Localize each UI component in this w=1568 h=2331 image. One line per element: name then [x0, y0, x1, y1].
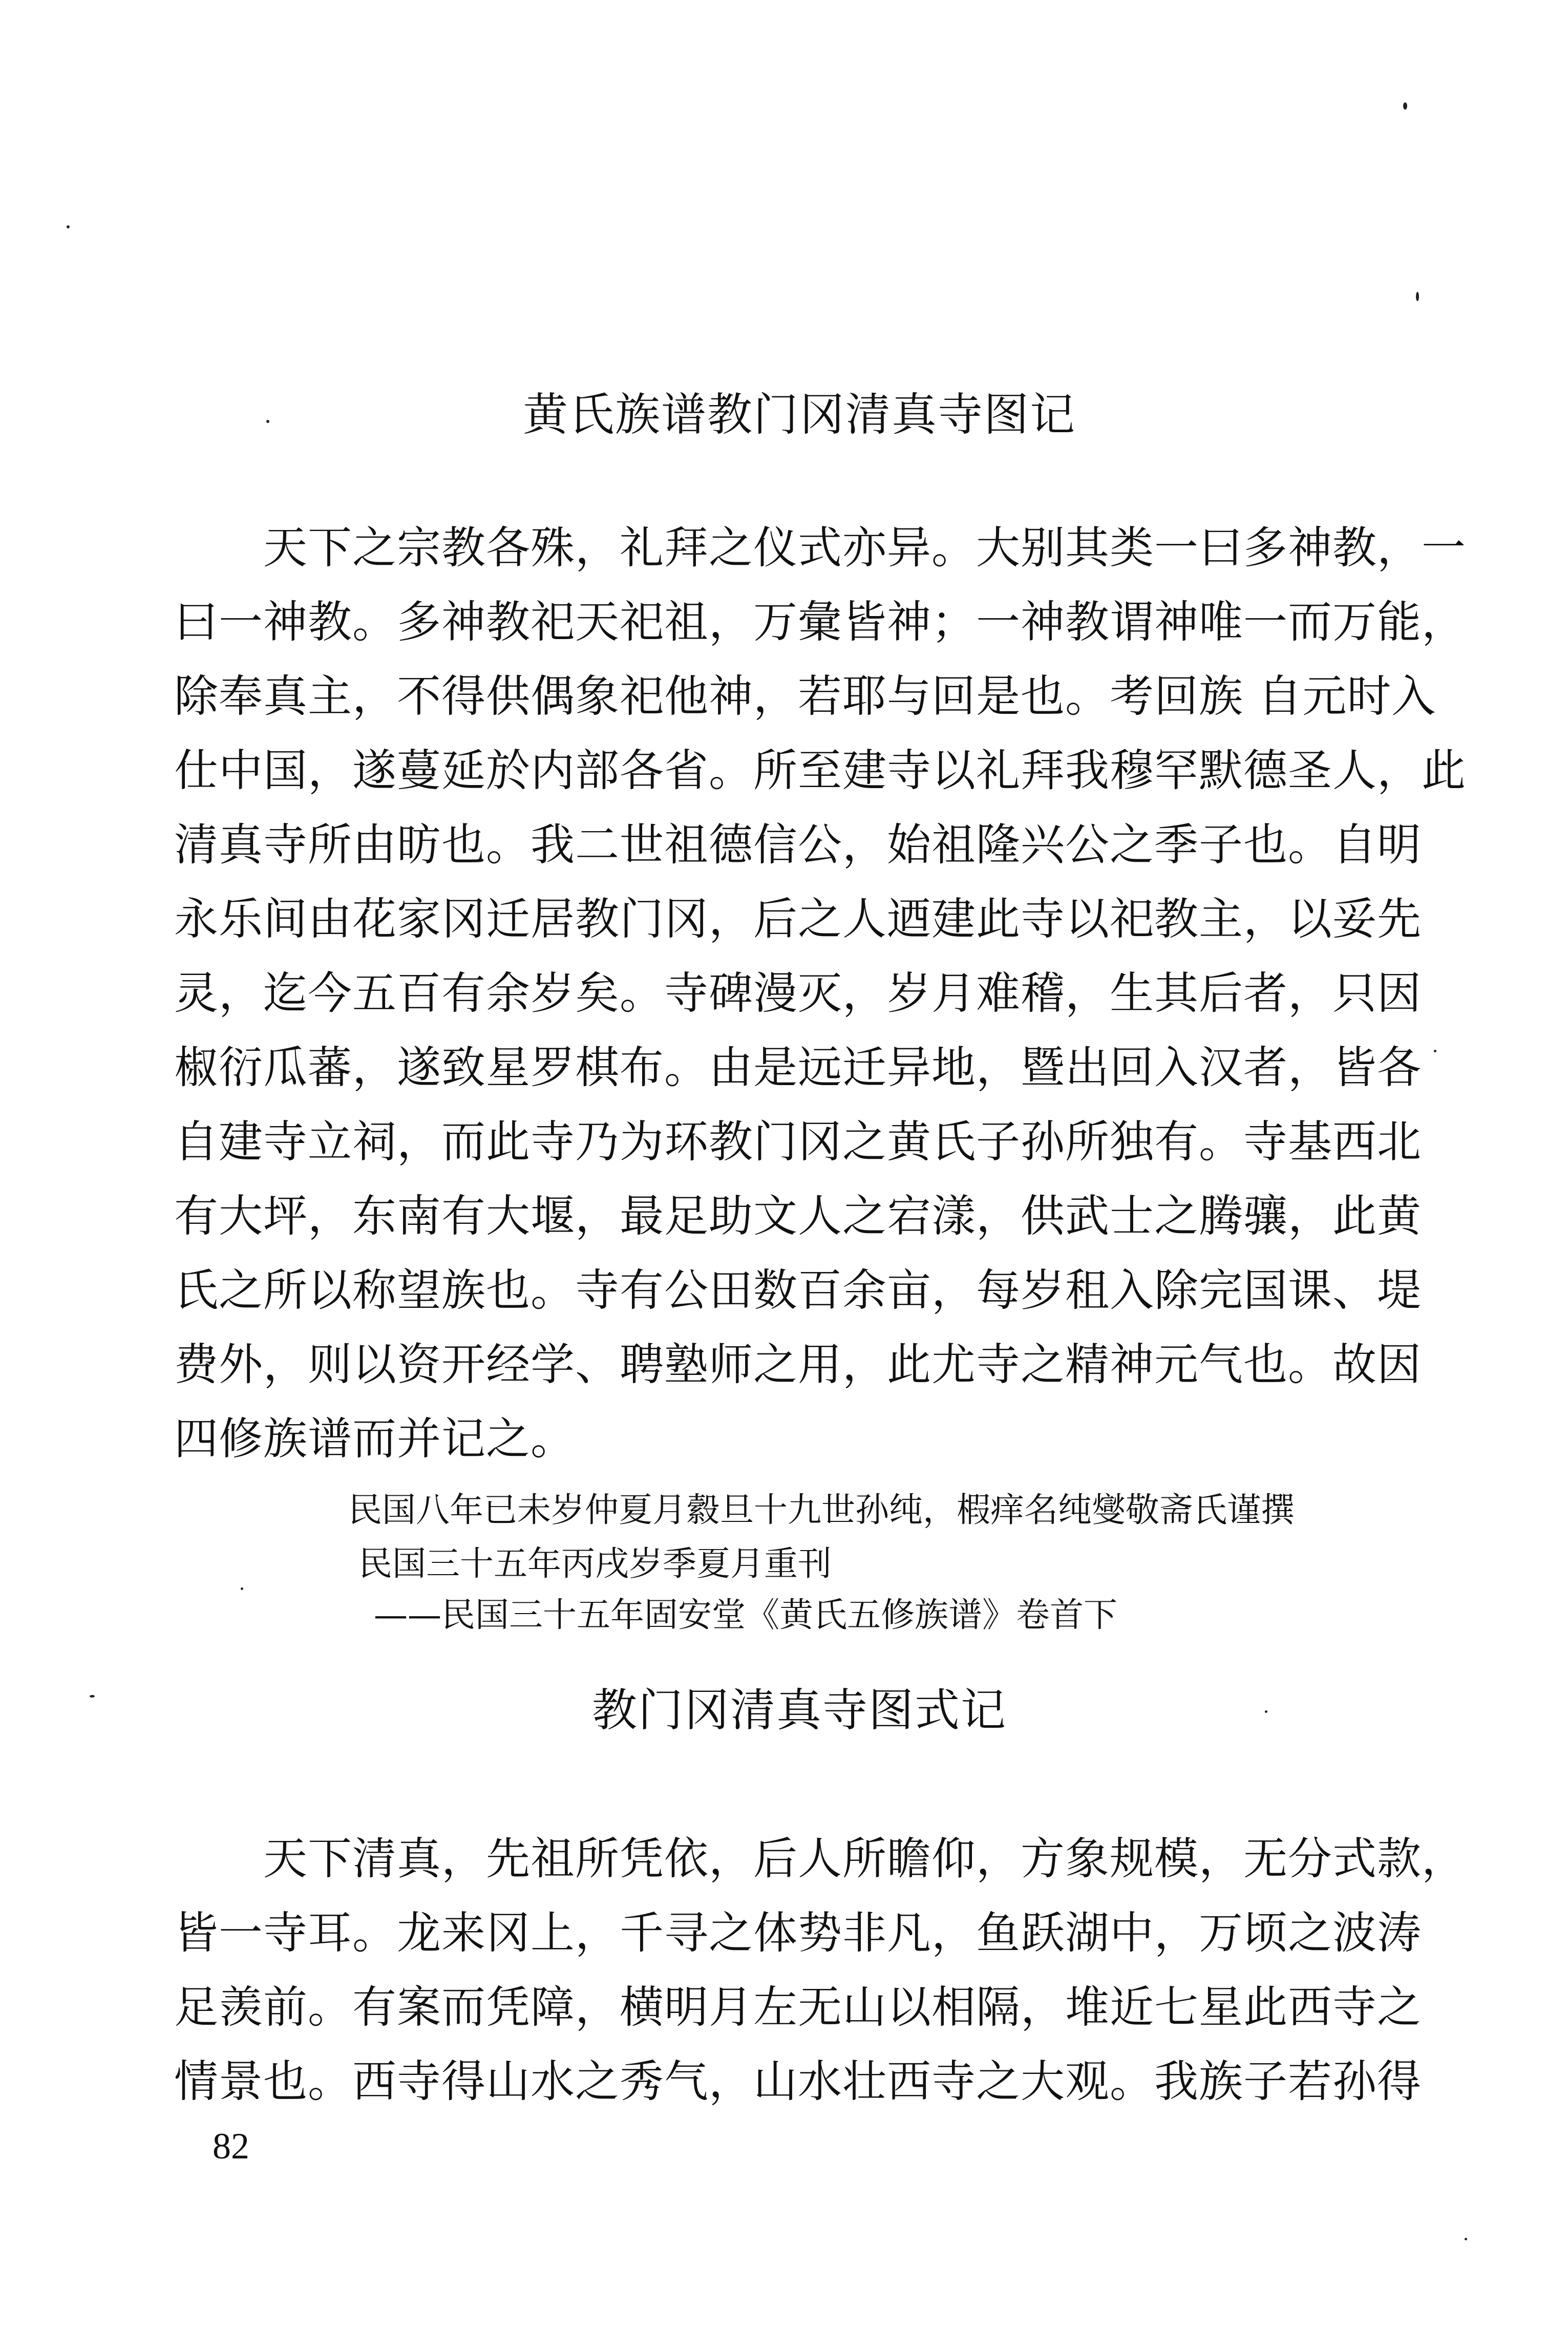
scan-speck [90, 1695, 95, 1698]
section1-line: 天下之宗教各殊，礼拜之仪式亦异。大别其类一曰多神教，一 [174, 522, 1466, 574]
scan-speck [1434, 1050, 1436, 1052]
section2-line: 天下清真，先祖所凭依，后人所瞻仰，方象规模，无分式款， [174, 1833, 1466, 1884]
scan-speck [67, 225, 70, 228]
section2-line: 足羡前。有案而凭障，横明月左无山以相隔，堆近七星此西寺之 [174, 1982, 1422, 2033]
scan-speck [241, 1587, 243, 1590]
source-note: ——民国三十五年固安堂《黄氏五修族谱》卷首下 [374, 1595, 1117, 1635]
section1-line: 灵，迄今五百有余岁矣。寺碑漫灭，岁月难稽，生其后者，只因 [174, 968, 1422, 1019]
section2-line: 情景也。西寺得山水之秀气，山水壮西寺之大观。我族子若孙得 [174, 2056, 1422, 2107]
section1-title: 黄氏族谱教门冈清真寺图记 [522, 388, 1076, 441]
section1-line: 费外，则以资开经学、聘塾师之用，此尤寺之精神元气也。故因 [174, 1339, 1422, 1390]
page-number: 82 [213, 2126, 249, 2167]
section1-line: 曰一神教。多神教祀天祀祖，万彙皆神；一神教谓神唯一而万能， [174, 597, 1466, 648]
author-note: 民国八年已未岁仲夏月縠旦十九世孙纯，椵痒名纯燮敬斋氏谨撰 [348, 1490, 1295, 1530]
scan-speck [1403, 102, 1407, 110]
scan-speck [1265, 1710, 1267, 1713]
section1-line: 自建寺立祠，而此寺乃为环教门冈之黄氏子孙所独有。寺基西北 [174, 1116, 1422, 1168]
section2-title: 教门冈清真寺图式记 [591, 1684, 1007, 1736]
section2-line: 皆一寺耳。龙来冈上，千寻之体势非凡，鱼跃湖中，万顷之波涛 [174, 1908, 1422, 1959]
section1-line: 除奉真主，不得供偶象祀他神，若耶与回是也。考回族 自元时入 [174, 671, 1436, 722]
section1-line: 仕中国，遂蔓延於内部各省。所至建寺以礼拜我穆罕默德圣人，此 [174, 745, 1466, 796]
scan-speck [266, 420, 269, 423]
scan-speck [1416, 292, 1419, 301]
section1-line: 四修族谱而并记之。 [174, 1413, 575, 1465]
section1-line: 永乐间由花家冈迁居教门冈，后之人迺建此寺以祀教主，以妥先 [174, 894, 1422, 945]
scan-speck [1465, 2238, 1467, 2240]
reprint-note: 民国三十五年丙戌岁季夏月重刊 [358, 1544, 832, 1583]
section1-line: 椒衍瓜蕃，遂致星罗棋布。由是远迁异地，暨出回入汉者，皆各 [174, 1042, 1422, 1093]
section1-line: 清真寺所由昉也。我二世祖德信公，始祖隆兴公之季子也。自明 [174, 819, 1422, 871]
section1-line: 有大坪，东南有大堰，最足助文人之宕漾，供武士之腾骧，此黄 [174, 1191, 1422, 1242]
section1-line: 氏之所以称望族也。寺有公田数百余亩，每岁租入除完国课、堤 [174, 1265, 1422, 1316]
